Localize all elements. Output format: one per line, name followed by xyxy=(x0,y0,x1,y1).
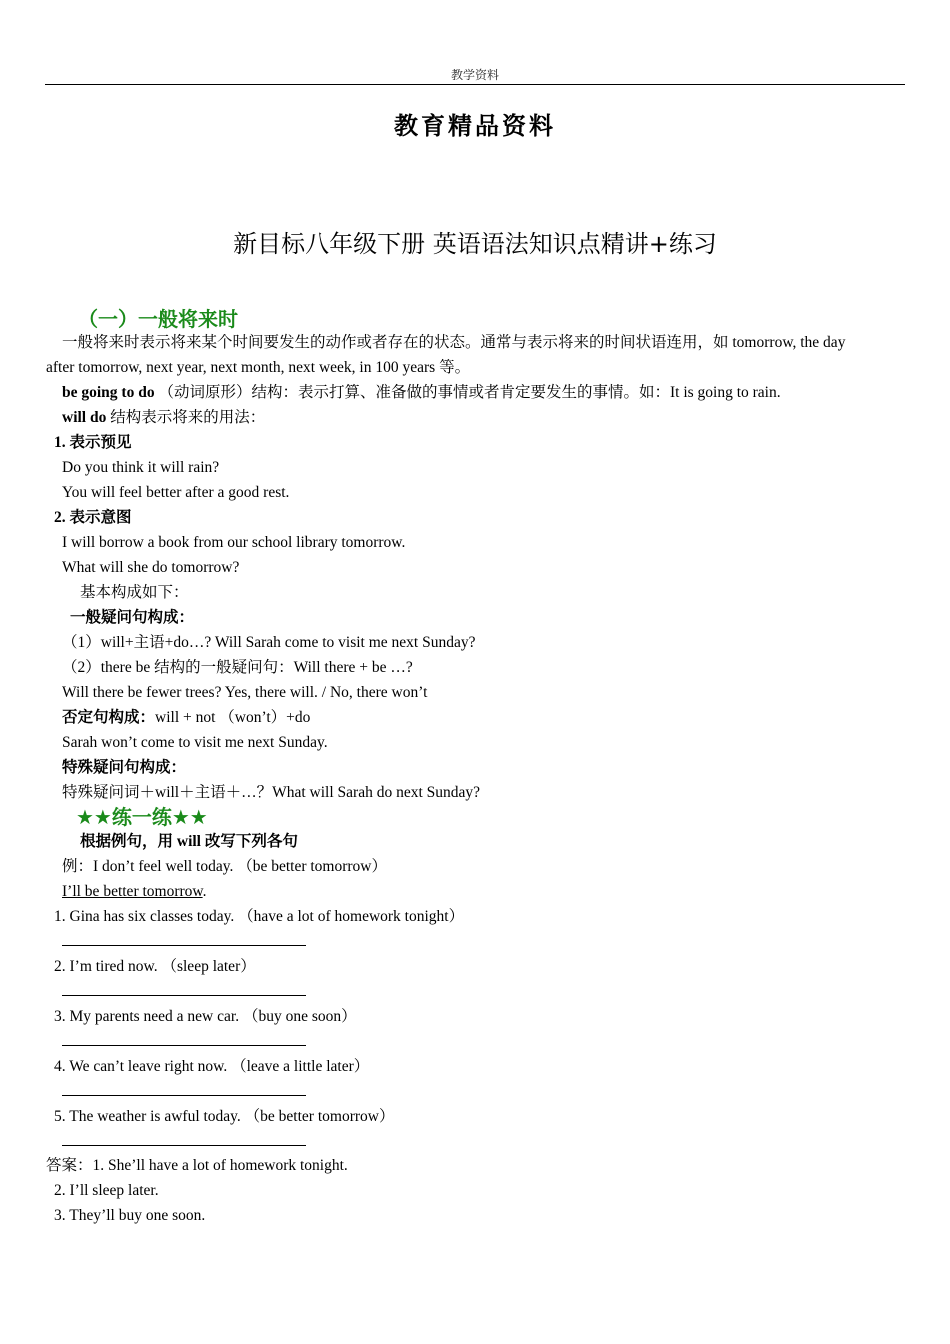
answer-blank-3[interactable] xyxy=(62,1045,306,1046)
answers-line-1 xyxy=(46,1156,348,1176)
question-pattern-2: （2）there be 结构的一般疑问句：Will there + be …? xyxy=(62,659,413,676)
be-going-to-term: be going to do xyxy=(62,384,155,401)
use2-example-1: I will borrow a book from our school library tomorrow. xyxy=(62,534,406,551)
will-do-text: 结构表示将来的用法： xyxy=(106,409,266,426)
exercise-item-3: 3. My parents need a new car. （buy one soon） xyxy=(54,1008,357,1025)
practice-instruction: 根据例句，用 will 改写下列各句 xyxy=(80,833,298,850)
will-do-rule xyxy=(62,408,265,428)
practice-example-answer xyxy=(62,882,206,902)
answer-1: 1. She’ll have a lot of homework tonight. xyxy=(92,1157,348,1174)
example-answer-text: I’ll be better tomorrow xyxy=(62,883,203,900)
negative-pattern: will + not （won’t）+do xyxy=(155,709,311,726)
exercise-item-1: 1. Gina has six classes today. （have a lot of homework tonight） xyxy=(54,908,465,925)
negative-rule xyxy=(62,708,310,728)
practice-heading: ★★练一练★★ xyxy=(76,805,208,829)
example-answer-period: . xyxy=(202,883,207,900)
main-title: 教育精品资料 xyxy=(394,112,556,140)
use1-example-2: You will feel better after a good rest. xyxy=(62,484,290,501)
use2-heading: 2. 表示意图 xyxy=(54,509,132,526)
will-do-term: will do xyxy=(62,409,107,426)
question-example: Will there be fewer trees? Yes, there will. / No, there won’t xyxy=(62,684,428,701)
exercise-item-2: 2. I’m tired now. （sleep later） xyxy=(54,958,256,975)
answer-blank-1[interactable] xyxy=(62,945,306,946)
use1-heading: 1. 表示预见 xyxy=(54,434,132,451)
practice-example: 例：I don’t feel well today. （be better tomorrow） xyxy=(62,858,387,875)
section-heading: （一）一般将来时 xyxy=(78,307,238,331)
answers-label: 答案： xyxy=(46,1157,93,1174)
page-header: 教学资料 xyxy=(450,68,499,82)
be-going-to-text: （动词原形）结构：表示打算、准备做的事情或者肯定要发生的事情。如：It is going to rain. xyxy=(154,384,781,401)
special-question-example: 特殊疑问词＋will＋主语＋…？What will Sarah do next Sunday? xyxy=(62,784,481,801)
basic-structure-label: 基本构成如下： xyxy=(80,584,189,601)
intro-line-2: after tomorrow, next year, next month, next week, in 100 years 等。 xyxy=(46,359,471,376)
be-going-to-rule xyxy=(62,383,781,403)
question-heading: 一般疑问句构成： xyxy=(70,609,195,626)
exercise-item-5: 5. The weather is awful today. （be better tomorrow） xyxy=(54,1108,395,1125)
negative-example: Sarah won’t come to visit me next Sunday. xyxy=(62,734,328,751)
answer-blank-5[interactable] xyxy=(62,1145,306,1146)
document-title: 新目标八年级下册 英语语法知识点精讲+练习 xyxy=(233,230,717,258)
answer-blank-2[interactable] xyxy=(62,995,306,996)
answer-blank-4[interactable] xyxy=(62,1095,306,1096)
intro-line-1: 一般将来时表示将来某个时间要发生的动作或者存在的状态。通常与表示将来的时间状语连用，如 tomorrow, the day xyxy=(62,334,846,351)
exercise-item-4: 4. We can’t leave right now. （leave a little later） xyxy=(54,1058,370,1075)
negative-heading: 否定句构成： xyxy=(62,709,156,726)
question-pattern-1: （1）will+主语+do…? Will Sarah come to visit me next Sunday? xyxy=(62,634,476,651)
use1-example-1: Do you think it will rain? xyxy=(62,459,220,476)
answer-2: 2. I’ll sleep later. xyxy=(54,1182,159,1199)
special-question-heading: 特殊疑问句构成： xyxy=(62,759,187,776)
use2-example-2: What will she do tomorrow? xyxy=(62,559,240,576)
header-divider xyxy=(45,84,905,85)
answer-3: 3. They’ll buy one soon. xyxy=(54,1207,206,1224)
